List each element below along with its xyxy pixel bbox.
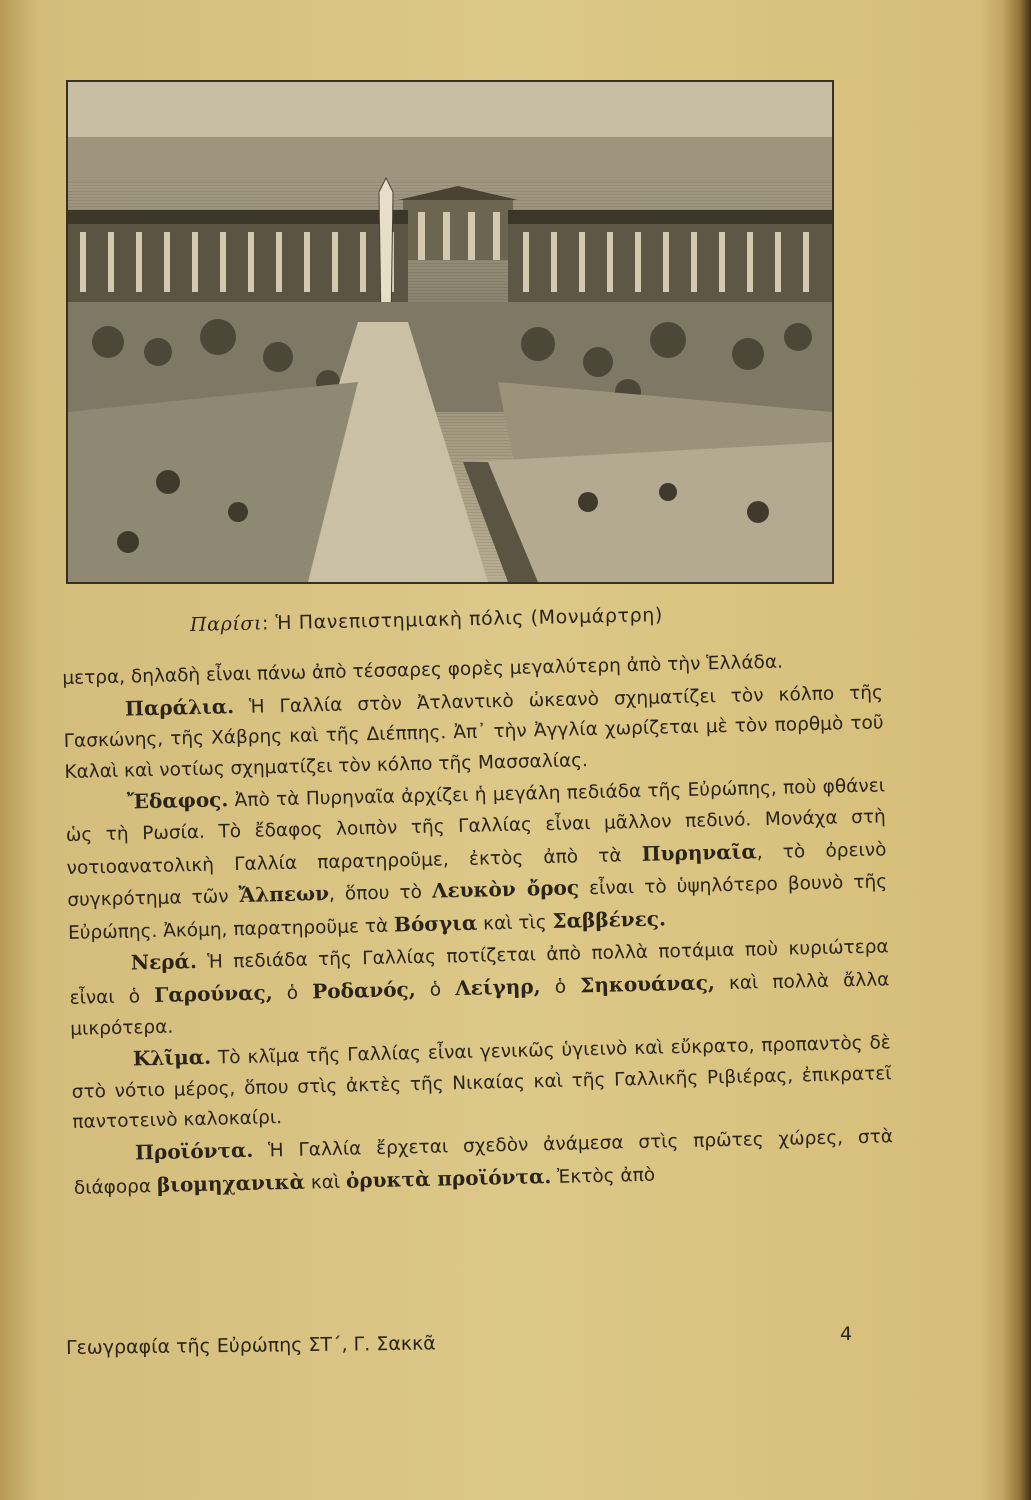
climate-text: Τὸ κλῖμα τῆς Γαλλίας εἶναι γενικῶς ὑγιεινὸ καὶ εὔκρατο, προπαντὸς δὲ στὸ νότιο μέρος, ὅπου στὶς ἀκτὲς τῆς Νικαίας καὶ τῆς Γαλλικῆς Ριβιέρας, ἐπικρατεῖ παντοτεινὸ καλοκαίρι. — [71, 1032, 892, 1134]
term-rhone: Ροδανός, — [311, 977, 416, 1004]
heading-coasts: Παράλια. — [124, 693, 235, 721]
terrain-text-e: εἶναι τὸ ὑψηλότερο βουνὸ τῆς Εὐρώπης. Ἀκόμη, παρατηροῦμε τὰ — [67, 871, 888, 944]
waters-text-e: καὶ πολλὰ ἄλλα μικρότερα. — [70, 969, 890, 1040]
term-alps: Ἄλπεων — [238, 881, 330, 908]
heading-waters: Νερά. — [130, 949, 198, 975]
caption-place: Παρίσι — [189, 612, 263, 636]
term-mont-blanc: Λευκὸν ὄρος — [431, 875, 580, 903]
term-pyrenees: Πυρηναῖα — [641, 838, 757, 866]
body-text — [62, 645, 894, 1204]
products-text-b: καὶ — [304, 1171, 347, 1194]
terrain-text-c: , τὸ ὀρεινὸ συγκρότημα τῶν — [67, 838, 887, 912]
term-cevennes: Σαββένες. — [552, 906, 667, 933]
term-vosges: Βόσγια — [393, 910, 478, 937]
term-mineral-products: ὀρυκτὰ προϊόντα. — [345, 1163, 552, 1193]
waters-text-b: ὁ — [272, 982, 313, 1005]
term-loire: Λείγηρ, — [454, 974, 541, 1001]
caption-text: : Ἡ Πανεπιστημιακὴ πόλις (Μονμάρτρη) — [261, 604, 664, 635]
term-seine: Σηκουάνας, — [579, 970, 716, 998]
terrain-text-d: , ὅπου τὸ — [328, 881, 433, 906]
paragraph-coasts — [63, 676, 885, 788]
photograph-paris-university-city — [66, 80, 834, 584]
heading-climate: Κλῖμα. — [132, 1044, 212, 1071]
paragraph-climate — [71, 1026, 893, 1138]
heading-products: Προϊόντα. — [134, 1137, 254, 1165]
page-footer: Γεωγραφία τῆς Εὐρώπης ΣΤ΄, Γ. Σακκᾶ — [65, 1332, 436, 1359]
products-text-c: Ἐκτὸς ἀπὸ — [551, 1164, 656, 1188]
page-edge-shadow — [1003, 0, 1031, 1500]
waters-text-d: ὁ — [540, 976, 581, 999]
terrain-text-f: καὶ τὶς — [477, 911, 553, 935]
page-number: 4 — [840, 1323, 853, 1345]
heading-terrain: Ἔδαφος. — [126, 787, 229, 814]
paragraph-terrain — [65, 770, 888, 950]
waters-text-a: Ἡ πεδιάδα τῆς Γαλλίας ποτίζεται ἀπὸ πολλὰ ποτάμια ποὺ κυριώτερα εἶναι ὁ — [69, 936, 889, 1009]
photo-illustration — [68, 82, 832, 582]
term-industrial: βιομηχανικὰ — [156, 1169, 306, 1197]
products-text-a: Ἡ Γαλλία ἔρχεται σχεδὸν ἀνάμεσα στὶς πρῶτες χώρες, στὰ διάφορα — [73, 1126, 894, 1199]
term-garonne: Γαρούνας, — [153, 980, 273, 1007]
photo-caption — [190, 601, 810, 636]
terrain-text-a: Ἀπὸ τὰ Πυρηναῖα ἀρχίζει ἡ μεγάλη πεδιάδα τῆς Εὐρώπης, ποὺ φθάνει ὡς τὴ Ρωσία. Τὸ ἔδαφος λοιπὸν τῆς Γαλλίας εἶναι μᾶλλον πεδινό. Μονάχα στὴ νοτιοανατολικὴ Γαλλία παρατηροῦμε, ἐκτὸς ἀπὸ τὰ — [65, 775, 886, 879]
paragraph-intro: μετρα, δηλαδὴ εἶναι πάνω ἀπὸ τέσσαρες φορὲς μεγαλύτερη ἀπὸ τὴν Ἑλλάδα. — [62, 651, 784, 689]
paragraph-waters — [68, 931, 890, 1045]
coasts-text: Ἡ Γαλλία στὸν Ἀτλαντικὸ ὠκεανὸ σχηματίζει τὸν κόλπο τῆς Γασκώνης, τῆς Χάβρης καὶ τῆς Διέππης. Ἀπ᾽ τὴν Ἀγγλία χωρίζεται μὲ τὸν πορθμὸ τοῦ Καλαὶ καὶ νοτίως σχηματίζει τὸν κόλπο τῆς Μασσαλίας. — [63, 681, 884, 783]
waters-text-c: ὁ — [415, 979, 456, 1001]
